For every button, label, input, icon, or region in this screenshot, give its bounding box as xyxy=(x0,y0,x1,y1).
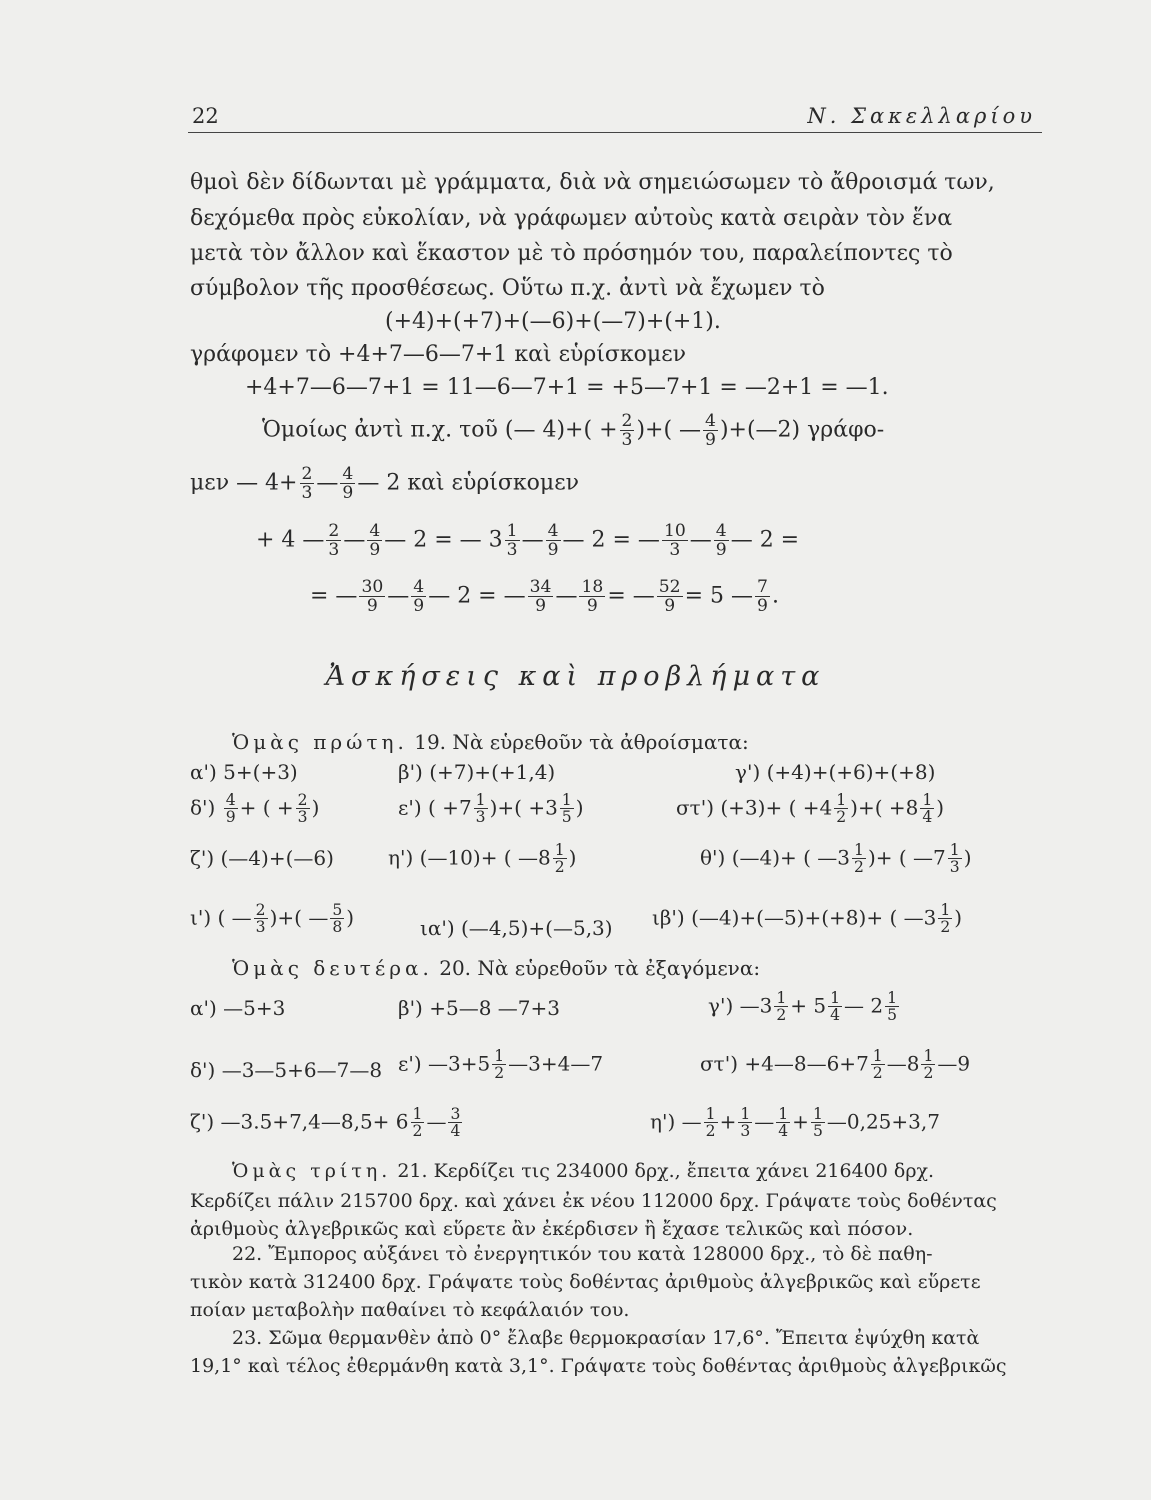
page-header xyxy=(188,102,1042,133)
fraction: $\frac{1}{4}$ xyxy=(778,1105,789,1141)
exercise-item: γ') (+4)+(+6)+(+8) xyxy=(735,760,936,784)
formula-line: (+4)+(+7)+(—6)+(—7)+(+1). xyxy=(385,309,721,334)
text-line: δεχόμεθα πρὸς εὐκολίαν, νὰ γράφωμεν αὐτοὺς κατὰ σειρὰν τὸν ἕνα xyxy=(190,206,953,231)
fraction: $\frac{18}{9}$ xyxy=(581,577,604,616)
exercise-item: θ') (—4)+ ( —3 $\frac{1}{2}$ )+ ( —7 $\frac{1}{3}$ ) xyxy=(700,841,972,877)
problem-line: ποίαν μεταβολὴν παθαίνει τὸ κεφάλαιόν του. xyxy=(190,1299,630,1321)
problem-line: 22. Ἔμπορος αὐξάνει τὸ ἐνεργητικόν του κατὰ 128000 δρχ., τὸ δὲ παθη- xyxy=(232,1243,933,1265)
fraction: $\frac{1}{3}$ xyxy=(506,521,518,560)
exercise-item: β') (+7)+(+1,4) xyxy=(398,760,556,784)
fraction: $\frac{4}{9}$ xyxy=(225,791,236,827)
fraction: $\frac{1}{4}$ xyxy=(922,791,933,827)
formula-line: μεν — 4+ $\frac{2}{3}$ — $\frac{4}{9}$ — 2 καὶ εὑρίσκομεν xyxy=(190,464,579,503)
text-line: μετὰ τὸν ἄλλον καὶ ἕκαστον μὲ τὸ πρόσημόν του, παραλείποντες τὸ xyxy=(190,241,953,266)
fraction: $\frac{4}{9}$ xyxy=(413,577,425,616)
text-line: σύμβολον τῆς προσθέσεως. Οὕτω π.χ. ἀντὶ νὰ ἔχωμεν τὸ xyxy=(190,276,825,301)
exercise-item: ιβ') (—4)+(—5)+(+8)+ ( —3 $\frac{1}{2}$ ) xyxy=(652,901,963,937)
problem-line: 19,1° καὶ τέλος ἐθερμάνθη κατὰ 3,1°. Γράψατε τοὺς δοθέντας ἀριθμοὺς ἀλγεβρικῶς xyxy=(190,1355,1007,1377)
exercise-item: ε') —3+5 $\frac{1}{2}$ —3+4—7 xyxy=(398,1047,604,1083)
exercise-item: β') +5—8 —7+3 xyxy=(398,996,560,1020)
fraction: $\frac{3}{4}$ xyxy=(450,1105,461,1141)
fraction: $\frac{1}{2}$ xyxy=(940,901,951,937)
problem-line: Ὁμὰς τρίτη. 21. Κερδίζει τις 234000 δρχ., ἔπειτα χάνει 216400 δρχ. xyxy=(232,1160,935,1182)
exercise-item: δ') —3—5+6—7—8 xyxy=(190,1058,383,1082)
exercise-item: ζ') —3.5+7,4—8,5+ 6 $\frac{1}{2}$ — $\frac{3}{4}$ xyxy=(190,1105,461,1141)
fraction: $\frac{1}{5}$ xyxy=(561,791,572,827)
exercise-item: ι') ( — $\frac{2}{3}$ )+( — $\frac{5}{8}$ ) xyxy=(190,901,355,937)
fraction: $\frac{4}{9}$ xyxy=(715,521,727,560)
exercise-item: δ') $\frac{4}{9}$ + ( + $\frac{2}{3}$ ) xyxy=(190,791,320,827)
fraction: $\frac{52}{9}$ xyxy=(658,577,681,616)
fraction: $\frac{7}{9}$ xyxy=(757,577,768,616)
formula-line: + 4 — $\frac{2}{3}$ — $\frac{4}{9}$ — 2 = — 3 $\frac{1}{3}$ — $\frac{4}{9}$ — 2 = — $\frac{10}{3}$ — $\frac{4}{9}$ — 2 = xyxy=(256,521,800,560)
text-line: γράφομεν τὸ +4+7—6—7+1 καὶ εὑρίσκομεν xyxy=(190,342,686,367)
problem-line: Κερδίζει πάλιν 215700 δρχ. καὶ χάνει ἐκ νέου 112000 δρχ. Γράψατε τοὺς δοθέντας xyxy=(190,1190,997,1212)
fraction: $\frac{30}{9}$ xyxy=(361,577,384,616)
problem-line: 23. Σῶμα θερμανθὲν ἀπὸ 0° ἔλαβε θερμοκρασίαν 17,6°. Ἔπειτα ἐψύχθη κατὰ xyxy=(232,1327,980,1349)
exercise-item: α') —5+3 xyxy=(190,996,286,1020)
fraction: $\frac{1}{2}$ xyxy=(705,1105,716,1141)
fraction: $\frac{5}{8}$ xyxy=(332,901,343,937)
fraction: $\frac{4}{9}$ xyxy=(547,521,559,560)
group-heading: Ὁμὰς πρώτη. 19. Νὰ εὑρεθοῦν τὰ ἀθροίσματα: xyxy=(232,730,749,754)
fraction: $\frac{1}{2}$ xyxy=(494,1047,505,1083)
fraction: $\frac{4}{9}$ xyxy=(342,464,354,503)
exercise-item: α') 5+(+3) xyxy=(190,760,298,784)
fraction: $\frac{4}{9}$ xyxy=(705,411,716,450)
fraction: $\frac{1}{3}$ xyxy=(949,841,960,877)
page-number: 22 xyxy=(192,104,219,128)
section-title: Ἀσκήσεις καὶ προβλήματα xyxy=(325,661,826,692)
fraction: $\frac{1}{2}$ xyxy=(854,841,864,877)
formula-line: +4+7—6—7+1 = 11—6—7+1 = +5—7+1 = —2+1 = —1. xyxy=(245,375,889,400)
fraction: $\frac{1}{2}$ xyxy=(836,791,847,827)
exercise-item: η') (—10)+ ( —8 $\frac{1}{2}$ ) xyxy=(388,841,577,877)
fraction: $\frac{2}{3}$ xyxy=(301,464,313,503)
problem-line: τικὸν κατὰ 312400 δρχ. Γράψατε τοὺς δοθέντας ἀριθμοὺς ἀλγεβρικῶς καὶ εὕρετε xyxy=(190,1271,981,1293)
problem-line: ἀριθμοὺς ἀλγεβρικῶς καὶ εὕρετε ἂν ἐκέρδισεν ἢ ἔχασε τελικῶς καὶ πόσον. xyxy=(190,1218,914,1240)
fraction: $\frac{1}{5}$ xyxy=(887,989,898,1025)
fraction: $\frac{2}{3}$ xyxy=(297,791,308,827)
running-author: Ν. Σακελλαρίου xyxy=(807,104,1036,128)
fraction: $\frac{1}{3}$ xyxy=(475,791,486,827)
fraction: $\frac{1}{3}$ xyxy=(740,1105,751,1141)
exercise-item: η') — $\frac{1}{2}$ + $\frac{1}{3}$ — $\frac{1}{4}$ + $\frac{1}{5}$ —0,25+3,7 xyxy=(650,1105,940,1141)
fraction: $\frac{1}{5}$ xyxy=(812,1105,823,1141)
fraction: $\frac{10}{3}$ xyxy=(663,521,686,560)
fraction: $\frac{1}{2}$ xyxy=(872,1047,883,1083)
fraction: $\frac{2}{3}$ xyxy=(328,521,340,560)
fraction: $\frac{1}{4}$ xyxy=(830,989,841,1025)
fraction: $\frac{1}{2}$ xyxy=(412,1105,423,1141)
formula-line: Ὁμοίως ἀντὶ π.χ. τοῦ (— 4)+( + $\frac{2}{3}$ )+( — $\frac{4}{9}$ )+(—2) γράφο- xyxy=(262,411,885,450)
fraction: $\frac{1}{2}$ xyxy=(776,989,787,1025)
exercise-item: στ') +4—8—6+7 $\frac{1}{2}$ —8 $\frac{1}{2}$ —9 xyxy=(700,1047,971,1083)
fraction: $\frac{2}{3}$ xyxy=(621,411,633,450)
fraction: $\frac{2}{3}$ xyxy=(255,901,266,937)
fraction: $\frac{4}{9}$ xyxy=(369,521,381,560)
exercise-item: ζ') (—4)+(—6) xyxy=(190,846,334,870)
group-heading: Ὁμὰς δευτέρα. 20. Νὰ εὑρεθοῦν τὰ ἐξαγόμενα: xyxy=(232,956,761,980)
fraction: $\frac{1}{2}$ xyxy=(923,1047,934,1083)
fraction: $\frac{1}{2}$ xyxy=(554,841,565,877)
exercise-item: στ') (+3)+ ( +4 $\frac{1}{2}$ )+( +8 $\frac{1}{4}$ ) xyxy=(676,791,945,827)
fraction: $\frac{34}{9}$ xyxy=(529,577,552,616)
exercise-item: ια') (—4,5)+(—5,3) xyxy=(420,916,613,940)
formula-line: = — $\frac{30}{9}$ — $\frac{4}{9}$ — 2 = — $\frac{34}{9}$ — $\frac{18}{9}$ = — $\frac{52}{9}$ = 5 — $\frac{7}{9}$ . xyxy=(310,577,779,616)
exercise-item: ε') ( +7 $\frac{1}{3}$ )+( +3 $\frac{1}{5}$ ) xyxy=(398,791,584,827)
text-line: θμοὶ δὲν δίδωνται μὲ γράμματα, διὰ νὰ σημειώσωμεν τὸ ἄθροισμά των, xyxy=(190,170,995,195)
exercise-item: γ') —3 $\frac{1}{2}$ + 5 $\frac{1}{4}$ — 2 $\frac{1}{5}$ xyxy=(708,989,898,1025)
